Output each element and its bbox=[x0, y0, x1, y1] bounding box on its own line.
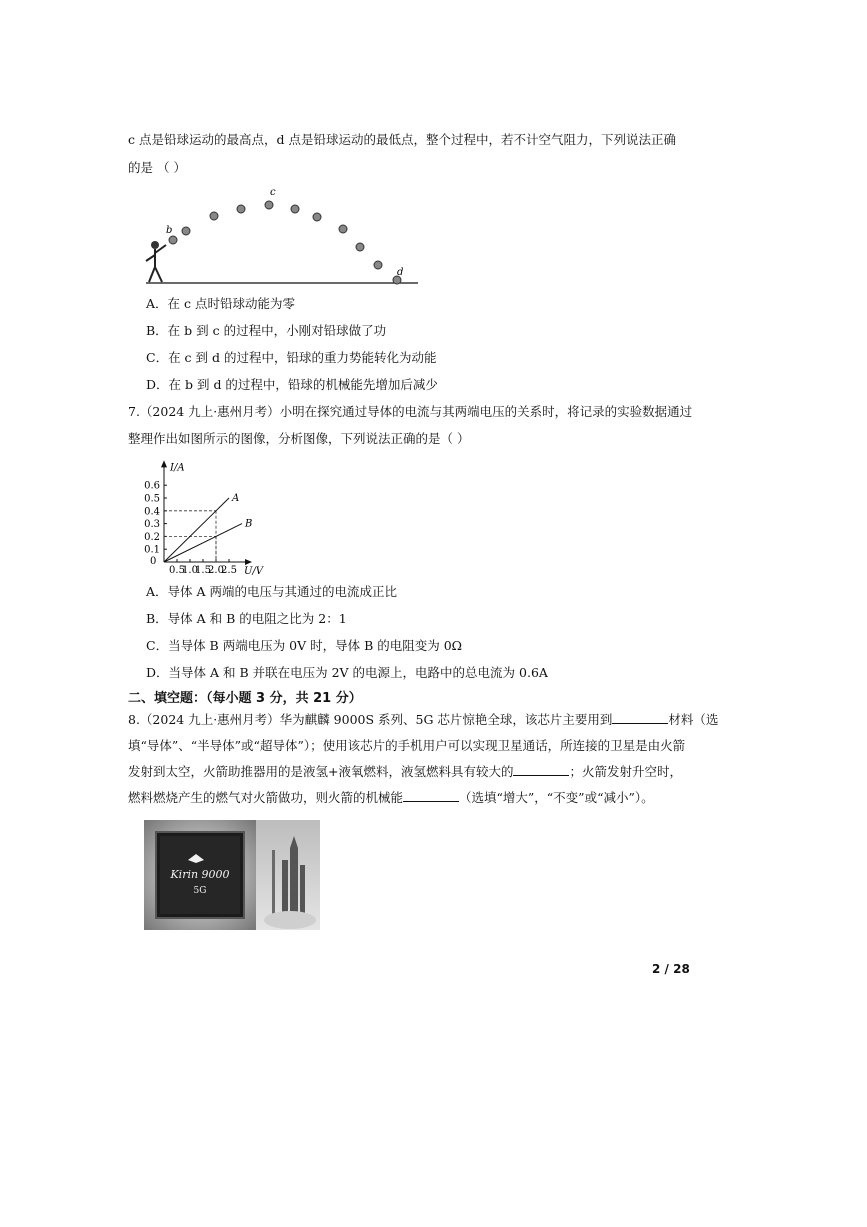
iu-chart bbox=[136, 452, 316, 576]
q6-option-b: B．在 b 到 c 的过程中，小刚对铅球做了功 bbox=[146, 323, 387, 338]
athlete-figure bbox=[146, 241, 166, 282]
q7-stem-line1: 7.（2024 九上·惠州月考）小明在探究通过导体的电流与其两端电压的关系时，将记录的实验数据通过 bbox=[128, 404, 693, 419]
ball bbox=[339, 225, 347, 233]
series-line-A bbox=[164, 498, 229, 562]
series-line-B bbox=[164, 524, 242, 562]
q8-blank-3[interactable] bbox=[403, 789, 459, 802]
q8-blank-2[interactable] bbox=[513, 763, 569, 776]
series-label-A: A bbox=[232, 493, 240, 504]
ball-c bbox=[265, 201, 273, 209]
q7-stem-line2: 整理作出如图所示的图像，分析图像，下列说法正确的是（ ） bbox=[128, 431, 470, 446]
q6-option-c: C．在 c 到 d 的过程中，铅球的重力势能转化为动能 bbox=[146, 350, 437, 365]
q8-line4 bbox=[128, 789, 654, 807]
x-tick-label: 2.0 bbox=[208, 565, 224, 576]
section-heading: 二、填空题：（每小题 3 分，共 21 分） bbox=[128, 691, 362, 706]
x-tick-label: 1.0 bbox=[182, 565, 198, 576]
q8-line3-text: 发射到太空，火箭助推器用的是液氢+液氧燃料，液氢燃料具有较大的 bbox=[128, 764, 514, 779]
y-tick-label: 0.5 bbox=[144, 493, 160, 505]
y-axis-arrow bbox=[161, 460, 167, 467]
ball bbox=[374, 261, 382, 269]
y-tick-label: 0.2 bbox=[144, 531, 160, 543]
q6-stem-line1: c 点是铅球运动的最高点，d 点是铅球运动的最低点，整个过程中，若不计空气阻力，下列说法正确 bbox=[128, 132, 676, 147]
q8-line4-tail: （选填“增大”，“不变”或“减小”）。 bbox=[459, 790, 654, 805]
label-d: d bbox=[397, 267, 404, 278]
y-tick-label: 0.3 bbox=[144, 519, 160, 531]
page-number: 2 / 28 bbox=[652, 962, 690, 976]
ball bbox=[182, 227, 190, 235]
shotput-figure bbox=[138, 185, 428, 290]
q8-line4-text: 燃料燃烧产生的燃气对火箭做功，则火箭的机械能 bbox=[128, 790, 404, 805]
launch-smoke bbox=[264, 911, 316, 929]
x-tick-label: 0.5 bbox=[169, 565, 185, 576]
y-axis-label: I/A bbox=[170, 462, 185, 474]
x-axis-arrow bbox=[245, 559, 252, 565]
series-label-B: B bbox=[245, 518, 253, 530]
y-tick-label: 0.4 bbox=[144, 506, 160, 518]
q7-option-c: C．当导体 B 两端电压为 0V 时，导体 B 的电阻变为 0Ω bbox=[146, 638, 463, 653]
ball-b bbox=[169, 236, 177, 244]
q8-line2: 填“导体”、“半导体”或“超导体”）；使用该芯片的手机用户可以实现卫星通话，所连接的卫星是由火箭 bbox=[128, 738, 686, 753]
q7-option-d: D．当导体 A 和 B 并联在电压为 2V 的电源上，电路中的总电流为 0.6A bbox=[146, 665, 548, 680]
ball-trajectory bbox=[169, 201, 404, 284]
q7-option-b: B．导体 A 和 B 的电阻之比为 2：1 bbox=[146, 611, 347, 626]
x-tick-label: 2.5 bbox=[221, 565, 237, 576]
q7-option-a: A．导体 A 两端的电压与其通过的电流成正比 bbox=[146, 584, 398, 599]
ball bbox=[291, 205, 299, 213]
ball bbox=[356, 243, 364, 251]
chip-rocket-image bbox=[144, 820, 320, 930]
label-c: c bbox=[270, 187, 276, 198]
ball bbox=[210, 212, 218, 220]
origin-label: 0 bbox=[150, 556, 157, 567]
label-b: b bbox=[166, 225, 173, 236]
q8-line1-text: 8.（2024 九上·惠州月考）华为麒麟 9000S 系列、5G 芯片惊艳全球，该芯片主要用到 bbox=[128, 712, 613, 727]
q6-stem-line2: 的是 （ ） bbox=[128, 160, 186, 175]
q8-line1-tail: 材料（选 bbox=[668, 712, 719, 727]
chip-text-5g: 5G bbox=[193, 886, 207, 896]
chip-text-kirin: Kirin 9000 bbox=[170, 868, 230, 881]
q8-line1 bbox=[128, 711, 718, 729]
y-tick-label: 0.6 bbox=[144, 480, 160, 492]
x-tick-label: 1.5 bbox=[195, 565, 211, 576]
x-axis-label: U/V bbox=[244, 566, 264, 576]
q8-blank-1[interactable] bbox=[612, 711, 668, 724]
ball bbox=[313, 213, 321, 221]
y-tick-label: 0.1 bbox=[144, 544, 160, 556]
q8-line3 bbox=[128, 763, 682, 781]
q6-option-a: A．在 c 点时铅球动能为零 bbox=[146, 296, 295, 311]
ball bbox=[237, 205, 245, 213]
q6-option-d: D．在 b 到 d 的过程中，铅球的机械能先增加后减少 bbox=[146, 377, 438, 392]
q8-line3-tail: ；火箭发射升空时， bbox=[569, 764, 682, 779]
